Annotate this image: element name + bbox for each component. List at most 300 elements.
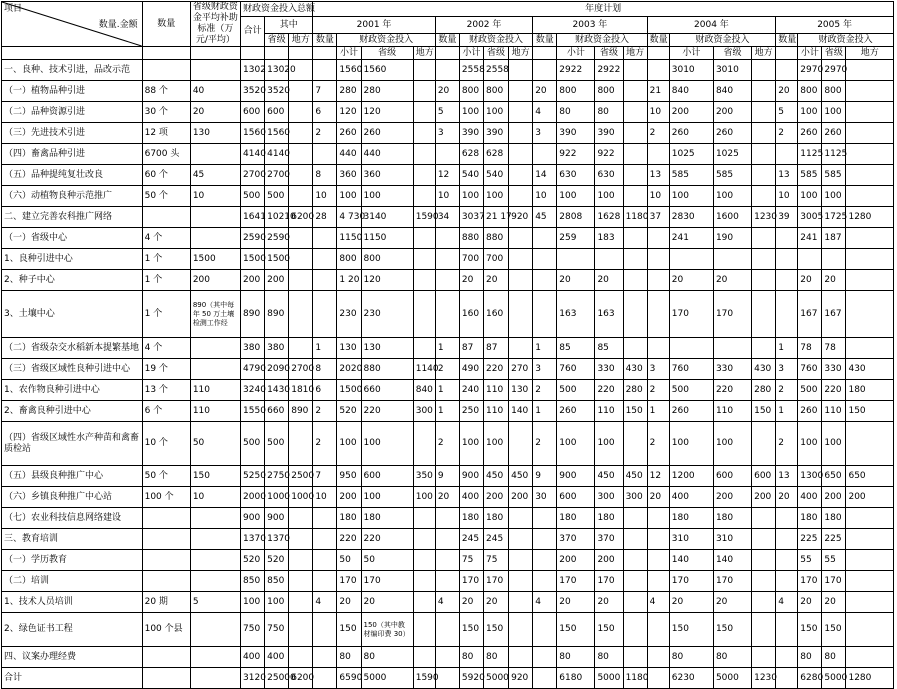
table-cell: 10 bbox=[533, 186, 557, 207]
total-header: 合计 bbox=[241, 17, 265, 47]
table-cell: 100 bbox=[459, 186, 483, 207]
table-cell bbox=[623, 571, 647, 592]
table-cell bbox=[623, 123, 647, 144]
table-cell bbox=[142, 508, 190, 529]
table-cell: 150 bbox=[752, 401, 776, 422]
table-cell: 200 bbox=[190, 270, 240, 291]
table-cell: 130 bbox=[337, 338, 361, 359]
table-cell bbox=[623, 508, 647, 529]
table-cell bbox=[846, 60, 894, 81]
table-cell: 1280 bbox=[846, 207, 894, 228]
table-cell bbox=[752, 123, 776, 144]
table-cell bbox=[190, 529, 240, 550]
table-cell: 1560 bbox=[361, 60, 413, 81]
table-cell: 260 bbox=[557, 401, 595, 422]
table-cell: 167 bbox=[798, 291, 822, 338]
table-cell bbox=[533, 550, 557, 571]
table-cell bbox=[190, 647, 240, 668]
table-cell bbox=[289, 613, 313, 647]
table-cell bbox=[190, 228, 240, 249]
table-cell bbox=[846, 529, 894, 550]
row-label: （四）畜禽品种引进 bbox=[2, 144, 143, 165]
table-cell bbox=[533, 668, 557, 689]
table-cell: 5 bbox=[776, 102, 798, 123]
row-label: （二）培训 bbox=[2, 571, 143, 592]
row-label: （三）先进技术引进 bbox=[2, 123, 143, 144]
table-cell bbox=[413, 338, 435, 359]
row-label: （六）乡镇良种推广中心站 bbox=[2, 487, 143, 508]
table-row bbox=[2, 144, 894, 165]
table-cell: 88 个 bbox=[142, 81, 190, 102]
table-cell bbox=[623, 422, 647, 466]
table-cell bbox=[289, 571, 313, 592]
table-cell: 922 bbox=[557, 144, 595, 165]
table-cell bbox=[289, 338, 313, 359]
table-row bbox=[2, 270, 894, 291]
table-cell bbox=[435, 529, 459, 550]
table-cell bbox=[776, 60, 798, 81]
table-cell bbox=[846, 123, 894, 144]
table-cell: 220 bbox=[484, 359, 509, 380]
table-cell: 630 bbox=[595, 165, 623, 186]
table-cell bbox=[846, 338, 894, 359]
table-cell: 500 bbox=[669, 380, 713, 401]
table-cell: 6 bbox=[313, 380, 337, 401]
table-cell bbox=[846, 571, 894, 592]
table-cell: 55 bbox=[798, 550, 822, 571]
table-cell: 80 bbox=[337, 647, 361, 668]
table-cell: 300 bbox=[595, 487, 623, 508]
table-cell: 10 bbox=[776, 186, 798, 207]
table-row bbox=[2, 165, 894, 186]
table-cell: 180 bbox=[595, 508, 623, 529]
table-cell: 120 bbox=[361, 102, 413, 123]
table-cell: 380 bbox=[241, 338, 265, 359]
table-row bbox=[2, 291, 894, 338]
table-cell: 1140 bbox=[413, 359, 435, 380]
table-cell bbox=[752, 60, 776, 81]
table-cell bbox=[776, 228, 798, 249]
table-cell bbox=[190, 144, 240, 165]
table-cell: 330 bbox=[713, 359, 751, 380]
table-cell bbox=[647, 613, 669, 647]
table-cell bbox=[533, 270, 557, 291]
year-header: 2002 年 bbox=[435, 17, 532, 34]
table-cell: 150（其中教材编印费 30） bbox=[361, 613, 413, 647]
table-cell: 8 bbox=[313, 165, 337, 186]
table-cell: 245 bbox=[459, 529, 483, 550]
table-cell bbox=[435, 270, 459, 291]
row-label: （五）品种提纯复壮改良 bbox=[2, 165, 143, 186]
table-cell: 200 bbox=[713, 102, 751, 123]
table-cell: 2558 bbox=[484, 60, 509, 81]
table-cell: 245 bbox=[484, 529, 509, 550]
table-cell bbox=[623, 249, 647, 270]
table-cell: 100 bbox=[595, 186, 623, 207]
table-cell bbox=[190, 60, 240, 81]
table-cell bbox=[142, 60, 190, 81]
table-cell: 1 bbox=[533, 401, 557, 422]
table-cell: 500 bbox=[557, 380, 595, 401]
table-cell: 180 bbox=[846, 380, 894, 401]
table-cell: 110 bbox=[822, 401, 846, 422]
table-cell bbox=[509, 60, 533, 81]
table-cell: 80 bbox=[557, 647, 595, 668]
blank-cell bbox=[142, 47, 190, 60]
local-header: 地方 bbox=[289, 34, 313, 47]
table-cell: 200 bbox=[241, 270, 265, 291]
table-cell: 50 bbox=[337, 550, 361, 571]
table-cell bbox=[846, 249, 894, 270]
table-cell: 4140 bbox=[265, 144, 289, 165]
table-cell: 3120 bbox=[241, 668, 265, 689]
table-cell bbox=[752, 529, 776, 550]
table-cell: 840 bbox=[713, 81, 751, 102]
table-cell bbox=[413, 165, 435, 186]
table-cell: 6 个 bbox=[142, 401, 190, 422]
table-cell: 400 bbox=[459, 487, 483, 508]
table-cell: 120 bbox=[337, 102, 361, 123]
table-cell: 700 bbox=[459, 249, 483, 270]
table-cell bbox=[752, 571, 776, 592]
table-cell: 2020 bbox=[337, 359, 361, 380]
table-cell: 6700 头 bbox=[142, 144, 190, 165]
table-cell: 2000 bbox=[241, 487, 265, 508]
table-cell: 4790 bbox=[241, 359, 265, 380]
table-cell bbox=[623, 613, 647, 647]
table-cell bbox=[413, 144, 435, 165]
prov-header: 省级 bbox=[484, 47, 509, 60]
table-cell: 170 bbox=[337, 571, 361, 592]
row-label: 二、建立完善农科推广网络 bbox=[2, 207, 143, 228]
table-cell: 4 bbox=[533, 592, 557, 613]
table-cell: 10 bbox=[647, 102, 669, 123]
subtotal-header: 小计 bbox=[557, 47, 595, 60]
quantity-header: 数量 bbox=[142, 2, 190, 47]
table-cell: 110 bbox=[595, 401, 623, 422]
table-cell: 50 个 bbox=[142, 466, 190, 487]
table-cell bbox=[846, 165, 894, 186]
table-cell bbox=[647, 571, 669, 592]
table-cell: 650 bbox=[846, 466, 894, 487]
table-cell: 150 bbox=[798, 613, 822, 647]
table-cell: 1025 bbox=[669, 144, 713, 165]
table-cell: 5 bbox=[435, 102, 459, 123]
table-cell: 100 bbox=[798, 186, 822, 207]
table-cell: 100 个 bbox=[142, 487, 190, 508]
table-cell: 45 bbox=[190, 165, 240, 186]
table-cell: 2922 bbox=[557, 60, 595, 81]
table-cell: 130 bbox=[509, 380, 533, 401]
table-cell bbox=[413, 647, 435, 668]
table-cell: 9 bbox=[533, 466, 557, 487]
table-cell: 270 bbox=[509, 359, 533, 380]
table-cell: 220 bbox=[595, 380, 623, 401]
table-cell: 260 bbox=[337, 123, 361, 144]
table-cell: 1230 bbox=[752, 207, 776, 228]
table-cell: 19 个 bbox=[142, 359, 190, 380]
table-cell: 5000 bbox=[822, 668, 846, 689]
loc-header: 地方 bbox=[413, 47, 435, 60]
table-cell: 20 bbox=[595, 270, 623, 291]
table-cell bbox=[289, 102, 313, 123]
table-cell: 330 bbox=[595, 359, 623, 380]
table-cell bbox=[846, 102, 894, 123]
table-cell bbox=[509, 165, 533, 186]
table-cell bbox=[623, 592, 647, 613]
table-cell: 1600 bbox=[713, 207, 751, 228]
table-cell: 400 bbox=[669, 487, 713, 508]
table-cell: 40 bbox=[190, 81, 240, 102]
table-cell: 2 bbox=[647, 422, 669, 466]
table-cell bbox=[776, 291, 798, 338]
table-cell bbox=[846, 592, 894, 613]
table-cell: 540 bbox=[484, 165, 509, 186]
table-cell: 140 bbox=[669, 550, 713, 571]
table-cell: 80 bbox=[557, 102, 595, 123]
table-cell: 240 bbox=[459, 380, 483, 401]
table-cell: 370 bbox=[595, 529, 623, 550]
table-row bbox=[2, 102, 894, 123]
table-cell: 450 bbox=[484, 466, 509, 487]
table-cell bbox=[776, 647, 798, 668]
table-cell: 880 bbox=[459, 228, 483, 249]
invest-total-header: 财政资金投入总额 bbox=[241, 2, 313, 17]
table-cell: 1590 bbox=[413, 207, 435, 228]
table-cell: 230 bbox=[337, 291, 361, 338]
table-cell bbox=[289, 291, 313, 338]
table-cell bbox=[533, 647, 557, 668]
table-cell: 200 bbox=[595, 550, 623, 571]
table-cell: 6200 bbox=[289, 207, 313, 228]
table-cell: 100 bbox=[337, 186, 361, 207]
table-cell: 600 bbox=[361, 466, 413, 487]
table-cell bbox=[509, 102, 533, 123]
table-cell: 80 bbox=[361, 647, 413, 668]
table-cell: 2 bbox=[647, 380, 669, 401]
table-cell bbox=[752, 165, 776, 186]
table-cell: 2 bbox=[435, 359, 459, 380]
table-cell bbox=[509, 422, 533, 466]
table-cell: 200 bbox=[669, 102, 713, 123]
table-cell: 100 bbox=[713, 422, 751, 466]
table-cell bbox=[289, 508, 313, 529]
table-cell: 260 bbox=[822, 123, 846, 144]
table-cell: 100 bbox=[713, 186, 751, 207]
table-cell: 800 bbox=[557, 81, 595, 102]
year-qty-header: 数量 bbox=[776, 34, 798, 47]
row-label: 1、良种引进中心 bbox=[2, 249, 143, 270]
table-cell: 259 bbox=[557, 228, 595, 249]
header-row-1 bbox=[2, 2, 894, 17]
table-cell bbox=[435, 228, 459, 249]
table-cell bbox=[435, 144, 459, 165]
table-cell: 100 bbox=[557, 186, 595, 207]
table-cell: 900 bbox=[265, 508, 289, 529]
table-cell: 10 bbox=[435, 186, 459, 207]
table-cell bbox=[647, 668, 669, 689]
table-cell bbox=[313, 550, 337, 571]
table-cell bbox=[413, 422, 435, 466]
table-cell bbox=[752, 102, 776, 123]
table-cell bbox=[313, 60, 337, 81]
table-cell: 280 bbox=[752, 380, 776, 401]
table-cell: 200 bbox=[846, 487, 894, 508]
table-cell bbox=[846, 613, 894, 647]
table-row bbox=[2, 228, 894, 249]
table-cell bbox=[190, 207, 240, 228]
table-cell: 440 bbox=[361, 144, 413, 165]
table-cell: 241 bbox=[798, 228, 822, 249]
table-cell: 5000 bbox=[361, 668, 413, 689]
table-cell: 390 bbox=[484, 123, 509, 144]
table-cell bbox=[752, 270, 776, 291]
table-cell: 170 bbox=[669, 571, 713, 592]
table-cell: 2830 bbox=[669, 207, 713, 228]
table-cell bbox=[623, 186, 647, 207]
table-cell: 180 bbox=[484, 508, 509, 529]
row-label: （一）学历教育 bbox=[2, 550, 143, 571]
row-label: 2、种子中心 bbox=[2, 270, 143, 291]
table-cell: 840 bbox=[669, 81, 713, 102]
table-cell bbox=[413, 186, 435, 207]
table-cell: 1590 bbox=[413, 668, 435, 689]
row-label: （三）省级区域性良种引进中心 bbox=[2, 359, 143, 380]
table-cell: 20 bbox=[669, 592, 713, 613]
corner-quantity-label: 数量.金额 bbox=[98, 20, 138, 30]
table-cell: 180 bbox=[361, 508, 413, 529]
table-cell: 1280 bbox=[846, 668, 894, 689]
table-cell: 75 bbox=[459, 550, 483, 571]
table-cell bbox=[289, 165, 313, 186]
table-cell bbox=[595, 249, 623, 270]
table-cell: 20 bbox=[459, 270, 483, 291]
table-cell bbox=[289, 422, 313, 466]
header-row-4 bbox=[2, 47, 894, 60]
table-cell: 110 bbox=[713, 401, 751, 422]
table-cell: 5920 bbox=[459, 668, 483, 689]
table-cell: 20 bbox=[435, 487, 459, 508]
table-cell: 8 bbox=[313, 359, 337, 380]
year-qty-header: 数量 bbox=[313, 34, 337, 47]
table-cell: 200 bbox=[713, 487, 751, 508]
table-cell: 12 bbox=[435, 165, 459, 186]
table-cell: 220 bbox=[361, 401, 413, 422]
table-cell: 100 bbox=[822, 102, 846, 123]
table-cell: 60 个 bbox=[142, 165, 190, 186]
table-cell: 1 bbox=[313, 338, 337, 359]
table-cell bbox=[752, 144, 776, 165]
table-cell: 800 bbox=[798, 81, 822, 102]
table-cell: 2700 bbox=[265, 165, 289, 186]
table-cell: 110 bbox=[484, 401, 509, 422]
table-row bbox=[2, 422, 894, 466]
table-cell bbox=[289, 186, 313, 207]
table-cell: 750 bbox=[265, 613, 289, 647]
table-cell: 500 bbox=[241, 186, 265, 207]
table-cell: 890（其中每年 50 万土壤检测工作经 bbox=[190, 291, 240, 338]
table-cell: 890 bbox=[289, 401, 313, 422]
table-cell: 13 bbox=[647, 165, 669, 186]
year-header: 2004 年 bbox=[647, 17, 776, 34]
table-cell: 140 bbox=[713, 550, 751, 571]
table-cell: 241 bbox=[669, 228, 713, 249]
table-cell: 20 bbox=[484, 592, 509, 613]
table-cell: 100 bbox=[798, 422, 822, 466]
table-cell: 330 bbox=[822, 359, 846, 380]
table-cell: 1 个 bbox=[142, 249, 190, 270]
table-cell: 150 bbox=[669, 613, 713, 647]
table-cell: 13 个 bbox=[142, 380, 190, 401]
table-row bbox=[2, 401, 894, 422]
table-cell: 430 bbox=[623, 359, 647, 380]
table-row bbox=[2, 529, 894, 550]
table-cell: 250 bbox=[459, 401, 483, 422]
table-cell bbox=[190, 571, 240, 592]
table-cell bbox=[647, 270, 669, 291]
table-cell: 180 bbox=[459, 508, 483, 529]
table-cell: 80 bbox=[459, 647, 483, 668]
table-cell: 80 bbox=[713, 647, 751, 668]
table-cell: 1500 bbox=[265, 249, 289, 270]
table-cell: 500 bbox=[241, 422, 265, 466]
table-cell bbox=[752, 81, 776, 102]
table-cell: 220 bbox=[822, 380, 846, 401]
table-cell: 150 bbox=[846, 401, 894, 422]
table-cell: 10210 bbox=[265, 207, 289, 228]
table-cell: 20 bbox=[713, 270, 751, 291]
table-cell: 87 bbox=[484, 338, 509, 359]
year-invest-header: 财政资金投入 bbox=[669, 34, 775, 47]
table-cell bbox=[647, 228, 669, 249]
row-label: （六）动植物良种示范推广 bbox=[2, 186, 143, 207]
table-cell bbox=[413, 228, 435, 249]
table-cell bbox=[313, 144, 337, 165]
table-cell: 760 bbox=[798, 359, 822, 380]
table-cell: 6590 bbox=[337, 668, 361, 689]
subtotal-header: 小计 bbox=[337, 47, 361, 60]
table-cell bbox=[776, 613, 798, 647]
row-label: （五）县级良种推广中心 bbox=[2, 466, 143, 487]
table-cell bbox=[435, 647, 459, 668]
table-cell bbox=[289, 144, 313, 165]
table-row bbox=[2, 592, 894, 613]
year-qty-header: 数量 bbox=[533, 34, 557, 47]
table-cell bbox=[776, 144, 798, 165]
table-cell bbox=[533, 144, 557, 165]
table-cell bbox=[647, 647, 669, 668]
table-cell bbox=[313, 228, 337, 249]
subtotal-header: 小计 bbox=[459, 47, 483, 60]
table-cell: 1560 bbox=[337, 60, 361, 81]
table-cell: 4 bbox=[313, 592, 337, 613]
table-cell: 163 bbox=[595, 291, 623, 338]
table-cell: 800 bbox=[484, 81, 509, 102]
table-cell bbox=[647, 338, 669, 359]
table-cell: 660 bbox=[361, 380, 413, 401]
table-cell: 110 bbox=[484, 380, 509, 401]
table-cell: 150 bbox=[337, 613, 361, 647]
table-cell bbox=[190, 668, 240, 689]
table-cell: 1430 bbox=[265, 380, 289, 401]
table-cell: 20 bbox=[459, 592, 483, 613]
table-cell: 3037 bbox=[459, 207, 483, 228]
table-cell: 310 bbox=[713, 529, 751, 550]
table-cell: 450 bbox=[509, 466, 533, 487]
table-cell: 150 bbox=[713, 613, 751, 647]
table-cell: 2590 bbox=[241, 228, 265, 249]
table-cell bbox=[509, 123, 533, 144]
